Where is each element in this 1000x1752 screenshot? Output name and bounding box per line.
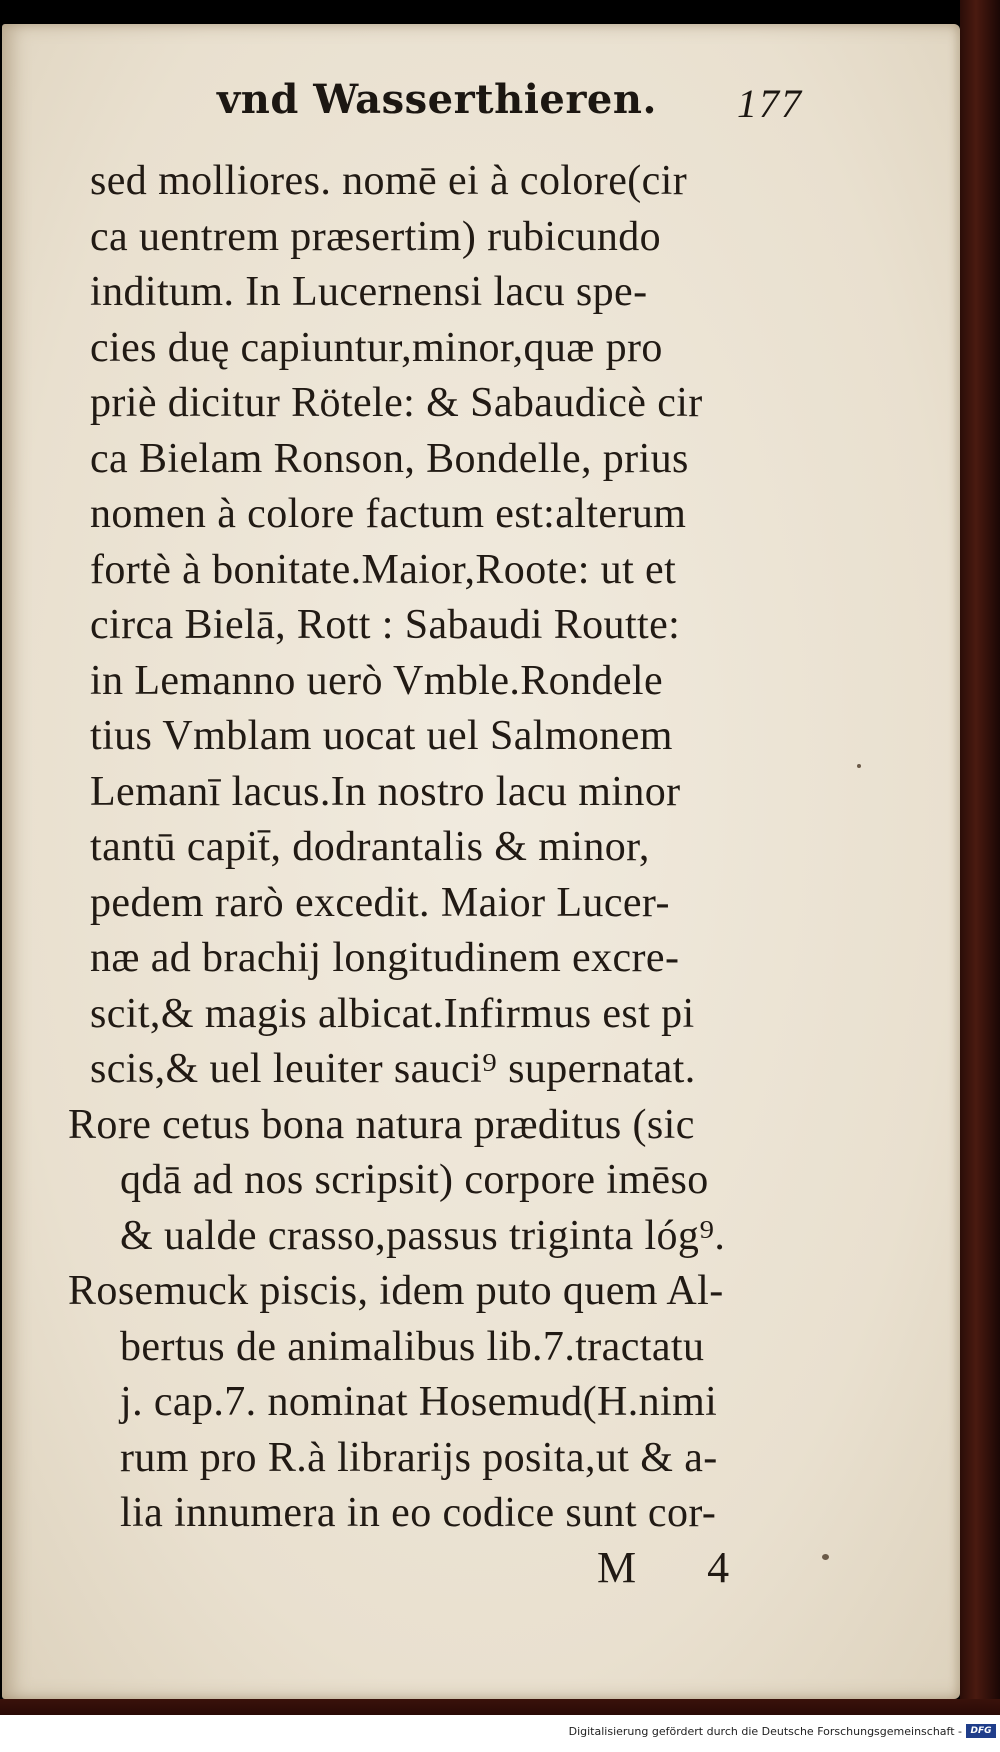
entry-line: Rosemuck piscis, idem puto quem Al- <box>68 1268 724 1314</box>
text-line: rum pro R.à librarijs posita,ut & a- <box>120 1434 718 1481</box>
footer-bar <box>0 1715 1000 1752</box>
text-line: tantū capit̄, dodrantalis & minor, <box>90 824 650 870</box>
text-line: Lemanī lacus.In nostro lacu minor <box>90 768 681 815</box>
signature-mark: M 4 <box>597 1543 760 1592</box>
text-line: næ ad brachij longitudinem excre- <box>90 935 680 981</box>
digitization-note: Digitalisierung gefördert durch die Deutsche Forschungsgemeinschaft - <box>568 1725 962 1738</box>
dfg-logo: DFG <box>966 1724 996 1738</box>
text-line: fortè à bonitate.Maior,Roote: ut et <box>90 546 677 593</box>
text-line: & ualde crasso,passus triginta lóg⁹. <box>120 1212 726 1259</box>
text-line: tius Vmblam uocat uel Salmonem <box>90 713 673 759</box>
text-line: in Lemanno uerò Vmble.Rondele <box>90 657 664 704</box>
text-line: scit,& magis albicat.Infirmus est pi <box>90 990 695 1037</box>
text-line: ca Bielam Ronson, Bondelle, prius <box>90 435 689 482</box>
text-line: cies duę capiuntur,minor,quæ pro <box>90 324 663 371</box>
text-line: circa Bielā, Rott : Sabaudi Routte: <box>90 602 681 648</box>
running-head: vnd Wasserthieren. <box>217 76 657 123</box>
text-line: nomen à colore factum est:alterum <box>90 491 687 537</box>
entry-line: Rore cetus bona natura præditus (sic <box>68 1101 695 1148</box>
page-header <box>2 76 960 136</box>
book-cover-edge <box>960 0 1000 1710</box>
body-text <box>68 154 860 1542</box>
text-line: priè dicitur Rötele: & Sabaudicè cir <box>90 380 703 426</box>
text-line: j. cap.7. nominat Hosemud(H.nimi <box>120 1379 718 1425</box>
text-line: scis,& uel leuiter sauci⁹ supernatat. <box>90 1046 696 1092</box>
text-line: lia innumera in eo codice sunt cor- <box>120 1490 717 1536</box>
text-line: qdā ad nos scripsit) corpore imēso <box>120 1157 709 1203</box>
text-line: sed molliores. nomē ei à colore(cir <box>90 158 688 204</box>
book-page <box>2 24 960 1699</box>
text-line: bertus de animalibus lib.7.tractatu <box>120 1323 705 1370</box>
text-line: ca uentrem præsertim) rubicundo <box>90 213 662 260</box>
paper-speck <box>857 764 861 768</box>
book-bottom-edge <box>0 1699 1000 1715</box>
page-number: 177 <box>737 81 803 126</box>
text-line: pedem rarò excedit. Maior Lucer- <box>90 879 670 926</box>
paper-speck <box>822 1554 829 1560</box>
text-line: inditum. In Lucernensi lacu spe- <box>90 269 648 315</box>
